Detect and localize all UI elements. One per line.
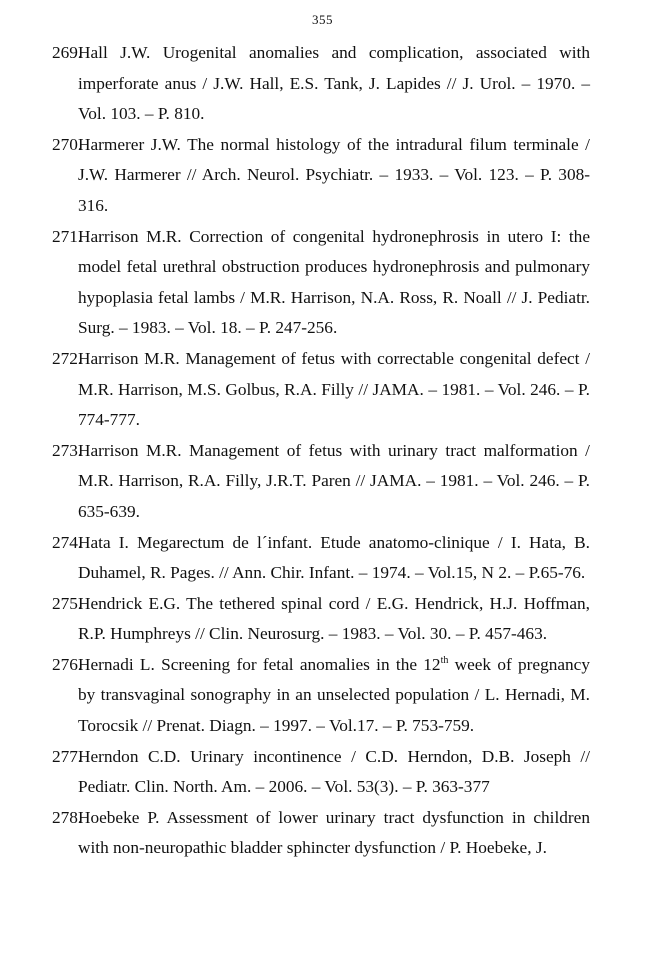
reference-item (52, 742, 590, 803)
reference-number: 271. (52, 226, 83, 246)
reference-number: 272. (52, 348, 83, 368)
reference-text-part: Hernadi L. Screening for fetal anomalies in the 12 (78, 654, 441, 674)
reference-list (52, 38, 590, 864)
reference-item (52, 589, 590, 650)
page-number: 355 (312, 12, 333, 27)
ordinal-superscript: th (440, 655, 449, 667)
reference-item (52, 650, 590, 742)
reference-number: 274. (52, 532, 83, 552)
reference-item (52, 803, 590, 864)
reference-number: 277. (52, 746, 83, 766)
reference-text: Hendrick E.G. The tethered spinal cord / E.G. Hendrick, H.J. Hoffman, R.P. Humphreys // Clin. Neurosurg. – 1983. – Vol. 30. – P. 457-463. (78, 593, 590, 644)
reference-text: Harrison M.R. Management of fetus with urinary tract malformation / M.R. Harrison, R.A. Filly, J.R.T. Paren // JAMA. – 1981. – Vol. 246. – P. 635-639. (78, 440, 590, 521)
reference-text (78, 655, 590, 735)
reference-item (52, 222, 590, 344)
reference-text: Harmerer J.W. The normal histology of the intradural filum terminale / J.W. Harmerer // Arch. Neurol. Psychiatr. – 1933. – Vol. 123. – P. 308-316. (78, 134, 590, 215)
reference-item (52, 528, 590, 589)
reference-text: Herndon C.D. Urinary incontinence / C.D. Herndon, D.B. Joseph // Pediatr. Clin. North. Am. – 2006. – Vol. 53(3). – P. 363-377 (78, 746, 590, 797)
reference-number: 276. (52, 654, 83, 674)
reference-text: Hall J.W. Urogenital anomalies and complication, associated with imperforate anus / J.W. Hall, E.S. Tank, J. Lapides // J. Urol. – 1970. – Vol. 103. – P. 810. (78, 43, 590, 124)
reference-number: 273. (52, 440, 83, 460)
reference-item (52, 130, 590, 222)
reference-number: 275. (52, 593, 83, 613)
reference-number: 278. (52, 807, 83, 827)
reference-number: 269. (52, 43, 83, 62)
reference-text: Hoebeke P. Assessment of lower urinary tract dysfunction in children with non-neuropathic bladder sphincter dysfunction / P. Hoebeke, J. (78, 807, 590, 858)
reference-text-part: week of pregnancy by transvaginal sonography in an unselected population / L. Hernadi, M. Torocsik // Prenat. Diagn. – 1997. – Vol.17. – P. 753-759. (78, 654, 590, 736)
reference-text: Harrison M.R. Management of fetus with correctable congenital defect / M.R. Harrison, M.S. Golbus, R.A. Filly // JAMA. – 1981. – Vol. 246. – P. 774-777. (78, 348, 590, 430)
reference-text: Hata I. Megarectum de l´infant. Etude anatomo-clinique / I. Hata, B. Duhamel, R. Pages. // Ann. Chir. Infant. – 1974. – Vol.15, N 2. – P.65-76. (78, 532, 590, 583)
reference-number: 270. (52, 134, 83, 154)
reference-item (52, 436, 590, 528)
reference-item (52, 38, 590, 130)
reference-text: Harrison M.R. Correction of congenital hydronephrosis in utero I: the model fetal urethral obstruction produces hydronephrosis and pulmonary hypoplasia fetal lambs / M.R. Harrison, N.A. Ross, R. Noall // J. Pediatr. Surg. – 1983. – Vol. 18. – P. 247-256. (78, 226, 590, 338)
reference-item (52, 344, 590, 436)
